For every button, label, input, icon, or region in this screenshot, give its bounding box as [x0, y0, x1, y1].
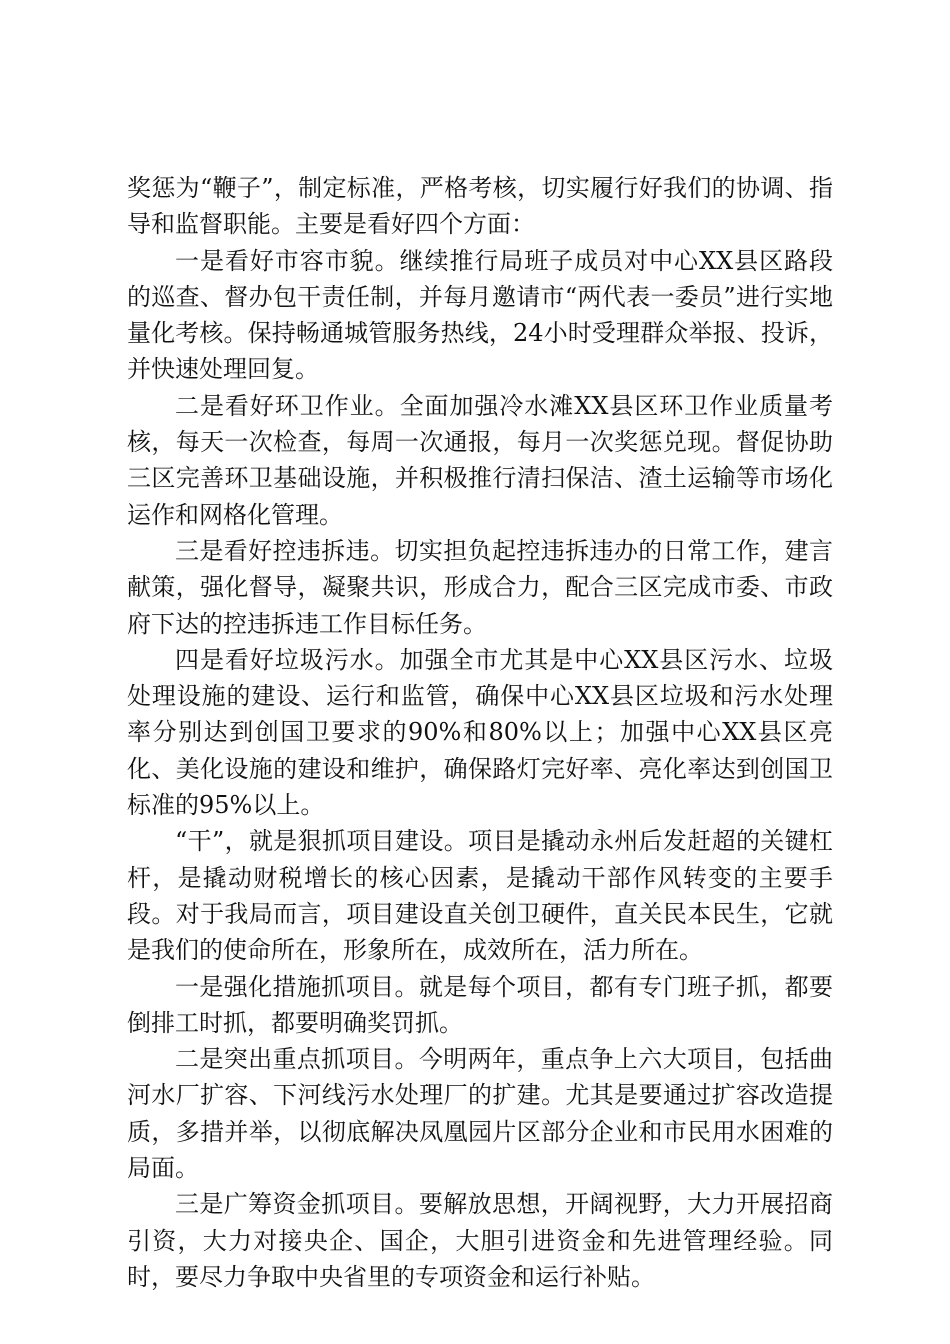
paragraph-funding: 三是广筹资金抓项目。要解放思想，开阔视野，大力开展招商引资，大力对接央企、国企，大胆引进资金和先进管理经验。同时，要尽力争取中央省里的专项资金和运行补贴。 [127, 1190, 833, 1291]
paragraph-measures: 一是强化措施抓项目。就是每个项目，都有专门班子抓，都要倒排工时抓，都要明确奖罚抓。 [127, 972, 833, 1037]
document-body [127, 170, 833, 1295]
paragraph-waste-sewage: 四是看好垃圾污水。加强全市尤其是中心XX县区污水、垃圾处理设施的建设、运行和监管，确保中心XX县区垃圾和污水处理率分别达到创国卫要求的90%和80%以上；加强中心XX县区亮化、美化设施的建设和维护，确保路灯完好率、亮化率达到创国卫标准的95%以上。 [127, 645, 833, 820]
paragraph-illegal-construction: 三是看好控违拆违。切实担负起控违拆违办的日常工作，建言献策，强化督导，凝聚共识，形成合力，配合三区完成市委、市政府下达的控违拆违工作目标任务。 [127, 536, 833, 638]
paragraph-city-appearance: 一是看好市容市貌。继续推行局班子成员对中心XX县区路段的巡查、督办包干责任制，并每月邀请市“两代表一委员”进行实地量化考核。保持畅通城管服务热线，24小时受理群众举报、投诉，并快速处理回复。 [127, 246, 833, 384]
paragraph-intro: 奖惩为“鞭子”，制定标准，严格考核，切实履行好我们的协调、指导和监督职能。主要是看好四个方面： [127, 174, 833, 239]
paragraph-sanitation: 二是看好环卫作业。全面加强冷水滩XX县区环卫作业质量考核，每天一次检查，每周一次通报，每月一次奖惩兑现。督促协助三区完善环卫基础设施，并积极推行清扫保洁、渣土运输等市场化运作和网格化管理。 [127, 391, 833, 529]
paragraph-key-projects: 二是突出重点抓项目。今明两年，重点争上六大项目，包括曲河水厂扩容、下河线污水处理厂的扩建。尤其是要通过扩容改造提质，多措并举，以彻底解决凤凰园片区部分企业和市民用水困难的局面。 [127, 1045, 833, 1183]
paragraph-projects: “干”，就是狠抓项目建设。项目是撬动永州后发赶超的关键杠杆，是撬动财税增长的核心因素，是撬动干部作风转变的主要手段。对于我局而言，项目建设直关创卫硬件，直关民本民生，它就是我们的使命所在，形象所在，成效所在，活力所在。 [127, 827, 833, 965]
